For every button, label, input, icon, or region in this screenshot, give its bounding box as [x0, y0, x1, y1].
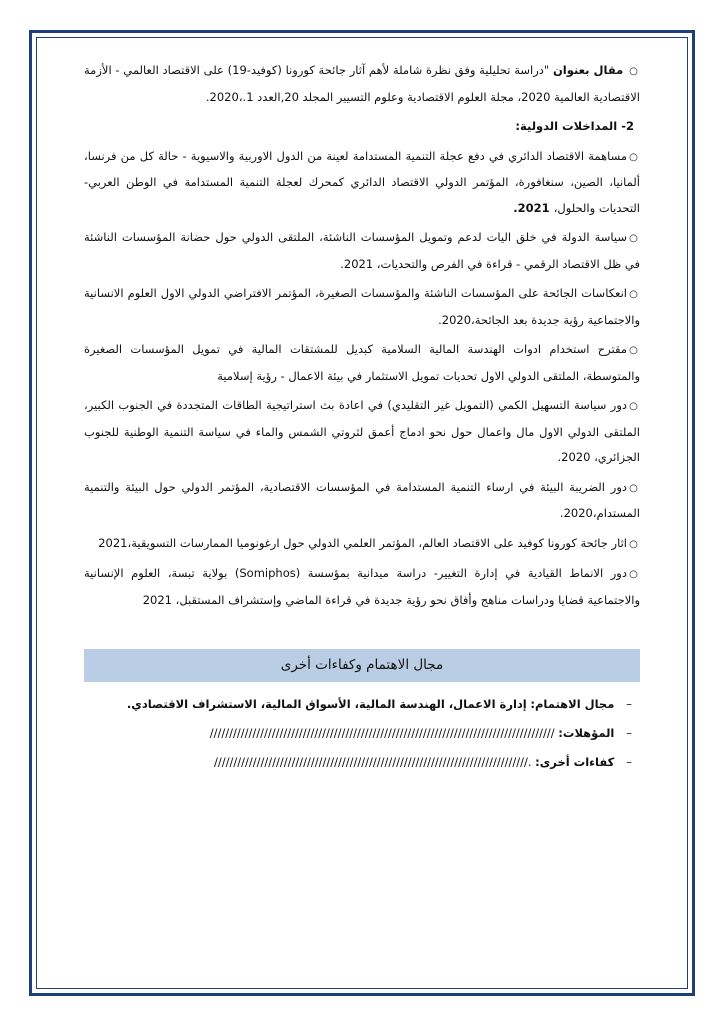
- interests-label: مجال الاهتمام:: [530, 697, 615, 711]
- list-item-other-skills: [84, 748, 640, 777]
- interests-value: إدارة الاعمال، الهندسة المالية، الأسواق المالية، الاستشراف الاقتصادي.: [126, 697, 527, 711]
- interventions-heading: 2- المداخلات الدولية:: [515, 119, 634, 133]
- intervention-text: مقترح استخدام ادوات الهندسة المالية السلامية كبديل للمشتقات المالية في تمويل المؤسسات الصغيرة والمتوسطة، الملتقى الدولي الاول تحديات تمويل الاستثمار في بيئة الاعمال - رؤية إسلامية: [84, 342, 640, 383]
- list-item: [84, 561, 640, 613]
- section-title-bar: [84, 649, 640, 682]
- circle-bullet-icon: ○: [629, 482, 638, 494]
- circle-bullet-icon: ○: [629, 538, 638, 550]
- list-item: [84, 337, 640, 389]
- intervention-year: 2021.: [513, 200, 554, 215]
- list-item: [84, 225, 640, 277]
- qualifications-value: /////////////////////////////////////////////////////////////////////////////////////////: [209, 726, 555, 740]
- list-item: [84, 393, 640, 471]
- circle-bullet-icon: ○: [629, 401, 638, 412]
- intervention-text: اثار جائحة كورونا كوفيد على الاقتصاد العالم، المؤتمر العلمي الدولي حول ارغونوميا الممارسات التسويقية،2021: [98, 535, 627, 550]
- dash-bullet-icon: –: [626, 697, 632, 711]
- intervention-text: دور سياسة التسهيل الكمي (التمويل غير التقليدي) في اعادة بث استراتيجية الطاقات المتجددة في الجنوب الكبير، الملتقى الدولي الاول مال واعمال حول نحو ادماج أعمق لثروتي الشمس والماء في سياسة التنمية الوطنية للجنوب الجزائري، 2020.: [84, 398, 640, 464]
- article-item: [84, 58, 640, 110]
- circle-bullet-icon: ○: [629, 151, 638, 163]
- publications-section: [84, 58, 640, 617]
- article-text: "دراسة تحليلية وفق نظرة شاملة لأهم آثار جائحة كورونا (كوفيد-19) على الاقتصاد العالمي - الأزمة الاقتصادية العالمية 2020، مجلة العلوم الاقتصادية وعلوم التسيير المجلد 20,العدد 1.،2020.: [84, 63, 640, 104]
- circle-bullet-icon: ○: [629, 233, 638, 244]
- section-title: مجال الاهتمام وكفاءات أخرى: [280, 657, 444, 673]
- circle-bullet-icon: ○: [629, 345, 638, 356]
- list-item-interests: [84, 690, 640, 719]
- intervention-text: انعكاسات الجائحة على المؤسسات الناشئة والمؤسسات الصغيرة، المؤتمر الافتراضي الدولي الاول العلوم الانسانية والاجتماعية رؤية جديدة بعد الجائحة،2020.: [84, 286, 640, 327]
- dash-bullet-icon: –: [626, 755, 632, 769]
- list-item-qualifications: [84, 719, 640, 748]
- other-skills-label: كفاءات أخرى:: [535, 755, 615, 769]
- article-label: مقال بعنوان: [552, 63, 624, 77]
- intervention-text: دور الانماط القيادية في إدارة التغيير- دراسة ميدانية بمؤسسة (Somiphos) بولاية تبسة، العلوم الإنسانية والاجتماعية قضايا ودراسات مناهج وأفاق نحو رؤية جديدة في قراءة الماضي وإستشراف المستقبل، 2021: [84, 566, 640, 607]
- circle-bullet-icon: ○: [629, 289, 638, 300]
- list-item: [84, 475, 640, 527]
- intervention-text: مساهمة الاقتصاد الدائري في دفع عجلة التنمية المستدامة لعينة من الدول الاوربية والاسيوية - حالة كل من فرنسا، ألمانيا، الصين، سنغافورة، المؤتمر الدولي الاقتصاد الدائري كمحرك لعجلة التنمية المستدامة في الوطن العربي- التحديات والحلول،: [84, 148, 640, 215]
- list-item: [84, 144, 640, 222]
- qualifications-label: المؤهلات:: [558, 726, 615, 740]
- circle-bullet-icon: ○: [629, 569, 638, 580]
- list-item: [84, 281, 640, 333]
- intervention-text: سياسة الدولة في خلق اليات لدعم وتمويل المؤسسات الناشئة، الملتقى الدولي حول حضانة المؤسسات الناشئة في ظل الاقتصاد الرقمي - قراءة في الفرص والتحديات، 2021.: [84, 230, 640, 271]
- list-item: [84, 531, 640, 558]
- interventions-list: [84, 144, 640, 614]
- intervention-text: دور الضريبة البيئة في ارساء التنمية المستدامة في المؤسسات الاقتصادية، المؤتمر الدولي حول البيئة والتنمية المستدام،2020.: [84, 479, 640, 520]
- other-skills-value: ./////////////////////////////////////////////////////////////////////////////////: [214, 755, 532, 769]
- circle-bullet-icon: ○: [629, 66, 638, 77]
- dash-bullet-icon: –: [626, 726, 632, 740]
- other-skills-list: [84, 690, 640, 777]
